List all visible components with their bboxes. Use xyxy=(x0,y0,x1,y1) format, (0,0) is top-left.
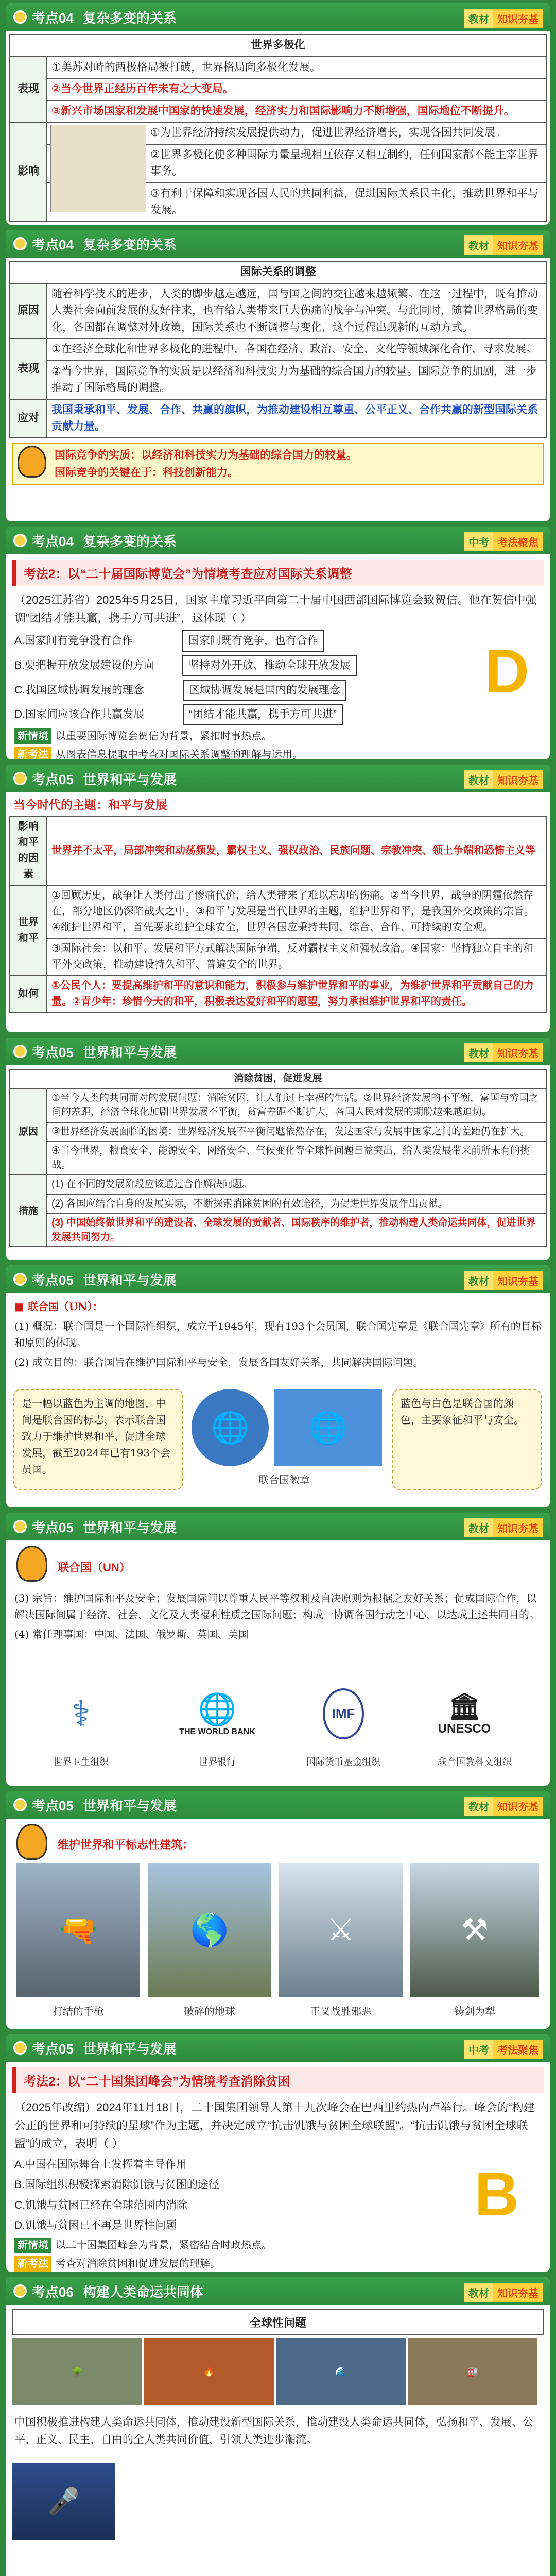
topic-title: 复杂多变的关系 xyxy=(82,533,177,549)
cell-text: ①美苏对峙的两极格局被打破，世界格局向多极化发展。 xyxy=(51,61,321,73)
table-cell xyxy=(47,361,546,399)
tag xyxy=(464,9,543,28)
question xyxy=(6,586,550,759)
color-note xyxy=(392,1389,542,1490)
note-situation xyxy=(14,728,542,744)
table-cell xyxy=(47,1175,546,1194)
mascot-icon xyxy=(16,1546,47,1582)
option-note: “团结才能共赢，携手方可共进” xyxy=(183,704,343,725)
table-cell xyxy=(47,1122,546,1142)
option-key: A. xyxy=(14,635,25,647)
topic-title: 构建人类命运共同体 xyxy=(82,2284,203,2300)
swords-to-plowshares-photo: ⚒ xyxy=(410,1863,539,1997)
bullet-icon xyxy=(13,1045,27,1058)
topic-number: 考点04 xyxy=(32,10,74,26)
section-header xyxy=(6,230,550,258)
un-paragraph: (3) 宗旨：维护国际和平及安全；发展国际间以尊重人民平等权利及自决原则为根据之友好关系；促成国际合作，以解决国际间属于经济、社会、文化及人类福利性质之国际问题；构成一协调各国行动之中心，以达成上述共同目的。 xyxy=(14,1592,540,1621)
option[interactable] xyxy=(14,2217,542,2234)
option-text: 饥饿与贫困已经在全球范围内消除 xyxy=(25,2199,187,2211)
note-text: 考查对消除贫困和促进发展的理解。 xyxy=(56,2258,220,2269)
tag-b: 知识夯基 xyxy=(493,9,543,28)
cell-text: ③有利于保障和实现各国人民的共同利益，促进国际关系民主化，推动世界和平与发展。 xyxy=(150,187,538,216)
row-label: 影响 xyxy=(10,122,47,222)
cell-text: ③世界经济发展面临的困境：世界经济发展不平衡问题依然存在，发达国家与发展中国家之间的差距仍在扩大。 xyxy=(51,1126,530,1137)
cell-text: (2) 各国应结合自身的发展实际，不断探索消除贫困的有效途径，为促进世界发展作出贡献。 xyxy=(51,1198,448,1209)
table-cell xyxy=(47,816,546,885)
un-paragraph: (2) 成立目的：联合国旨在维护国际和平与安全，发展各国友好关系，共同解决国际问题。 xyxy=(14,1356,424,1368)
note-method xyxy=(14,2256,542,2272)
note-tag: 新考法 xyxy=(14,2256,51,2272)
topic-title: 世界和平与发展 xyxy=(82,771,177,787)
option[interactable] xyxy=(14,2176,542,2194)
tag xyxy=(464,235,543,255)
logo-caption: 世界卫生组织 xyxy=(53,1757,109,1768)
section-exam-g20 xyxy=(6,2034,550,2272)
tag-a: 教材 xyxy=(464,1797,493,1816)
bullet-icon xyxy=(13,1798,27,1811)
section-community xyxy=(6,2277,550,2576)
note-tag: 新情境 xyxy=(14,728,51,744)
section-multipolarity xyxy=(6,3,550,225)
table-cell xyxy=(47,100,546,123)
tag-b: 考法聚焦 xyxy=(493,2040,543,2059)
tag-b: 知识夯基 xyxy=(493,235,543,255)
table-cell xyxy=(47,1141,546,1175)
bullet-icon xyxy=(13,534,27,547)
cell-text: ④当今世界，粮食安全、能源安全、网络安全、气候变化等全球性问题日益突出，给人类发展带来前所未有的挑战。 xyxy=(51,1145,530,1171)
un-body xyxy=(6,1585,550,1648)
table-head: 世界多极化 xyxy=(10,35,546,57)
cell-text: ①在经济全球化和世界多极化的进程中，各国在经济、政治、安全、文化等领域深化合作，寻求发展。 xyxy=(51,343,537,355)
note-tag: 新情境 xyxy=(14,2238,51,2253)
key-point: 国际竞争的实质：以经济和科技实力为基础的综合国力的较量。 xyxy=(55,449,357,461)
un-emblem-image: 🌐 xyxy=(192,1389,269,1466)
section-header xyxy=(6,527,550,554)
question-title: 考法2：以“二十届国际博览会”为情境考查应对国际关系调整 xyxy=(12,560,544,586)
tag-a: 中考 xyxy=(464,2040,493,2059)
tag-b: 知识夯基 xyxy=(493,770,543,789)
speech-photo: 🎤 xyxy=(12,2463,115,2540)
note-method xyxy=(14,747,542,759)
table-head: 国际关系的调整 xyxy=(10,261,546,283)
topic-number: 考点05 xyxy=(32,771,74,787)
option-note: 区域协调发展是国内的发展理念 xyxy=(183,680,346,701)
topic-title: 复杂多变的关系 xyxy=(82,236,177,252)
answer-letter: B xyxy=(474,2160,519,2229)
knowledge-table xyxy=(9,261,547,438)
map-note-text: 是一幅以蓝色为主调的地图，中间是联合国的标志，表示联合国致力于维护世界和平、促进全球发展，截至2024年已有193个会员国。 xyxy=(22,1397,171,1476)
row-label: 原因 xyxy=(10,1089,47,1175)
tag-b: 知识夯基 xyxy=(493,1043,543,1062)
table-cell xyxy=(47,399,546,438)
cell-text: ①公民个人：要提高维护和平的意识和能力，积极参与维护世界和平的事业，为维护世界和平贡献自己的力量。②青少年：珍惜今天的和平，积极表达爱好和平的愿望，努力承担维护世界和平的责任。 xyxy=(51,980,534,1007)
option-key: A. xyxy=(14,2158,25,2171)
tag xyxy=(464,2283,543,2302)
cell-text: ①回顾历史，战争让人类付出了惨痛代价，给人类带来了难以忘却的伤痛。②当今世界，战争的阴霾依然存在，部分地区仍深陷战火之中。③和平与发展是当代世界的主题，维护世界和平，是我国外交政策的宗旨。④维护世界和平，首先要求维护全球安全，世界各国应秉持共同、综合、合作、可持续的安全观。 xyxy=(51,890,534,933)
section-header xyxy=(6,2034,550,2062)
tag xyxy=(464,2040,543,2059)
table-cell xyxy=(47,283,546,339)
option[interactable] xyxy=(14,704,542,725)
topic-number: 考点04 xyxy=(32,533,74,549)
logo-caption: 联合国教科文组织 xyxy=(438,1757,512,1768)
topic-number: 考点05 xyxy=(32,1798,74,1814)
topic-number: 考点04 xyxy=(32,236,74,252)
row-label: 如何 xyxy=(10,975,47,1012)
topic-title: 世界和平与发展 xyxy=(82,1519,177,1535)
table-cell xyxy=(47,975,546,1012)
note-text: 以重要国际博览会贺信为背景，紧扣时事热点。 xyxy=(56,730,272,742)
option-text: 国家间应该合作共赢发展 xyxy=(25,708,144,721)
cell-text: (1) 在不同的发展阶段应该通过合作解决问题。 xyxy=(51,1179,252,1190)
option-key: D. xyxy=(14,2219,25,2232)
table-cell xyxy=(47,1194,546,1214)
un-paragraph: (1) 概况：联合国是一个国际性组织，成立于1945年，现有193个会员国，联合国宪章是《联合国宪章》所有的目标和原则的体现。 xyxy=(14,1320,542,1349)
tag xyxy=(464,1518,543,1537)
un-heading xyxy=(14,1298,542,1315)
topic-title: 世界和平与发展 xyxy=(82,1798,177,1814)
emblem-caption: 联合国徽章 xyxy=(258,1473,310,1486)
question-stem: （2025江苏省）2025年5月25日，国家主席习近平向第二十届中国西部国际博览会致贺信。他在贺信中强调“团结才能共赢，携手方可共进”，这体现（ ） xyxy=(14,594,537,625)
knowledge-table xyxy=(9,34,547,222)
option[interactable] xyxy=(14,2197,542,2214)
option-key: C. xyxy=(14,2199,25,2211)
cell-text: 世界并不太平，局部冲突和动荡频发，霸权主义、强权政治、民族问题、宗教冲突、领土争端和恐怖主义等 xyxy=(51,844,535,856)
table-cell xyxy=(47,57,546,79)
photo-caption: 铸剑为犁 xyxy=(454,2005,495,2018)
note-situation xyxy=(14,2238,542,2253)
topic-number: 考点05 xyxy=(32,1044,74,1060)
logo-caption: 世界银行 xyxy=(199,1757,236,1768)
mascot-icon xyxy=(18,446,46,478)
tag-b: 知识夯基 xyxy=(493,1518,543,1537)
option-text: 我国区域协调发展的理念 xyxy=(25,684,144,696)
table-cell xyxy=(47,885,546,938)
option-text: 中国在国际舞台上发挥着主导作用 xyxy=(24,2158,187,2171)
section-header xyxy=(6,1038,550,1065)
section-un-overview xyxy=(6,1265,550,1507)
tag-a: 教材 xyxy=(464,1518,493,1537)
tag-a: 教材 xyxy=(464,2283,493,2302)
tag-a: 教材 xyxy=(464,770,493,789)
unesco-logo: 🏛 UNESCO xyxy=(413,1683,516,1744)
tag-a: 教材 xyxy=(464,1271,493,1290)
question-stem: （2025年改编）2024年11月18日，二十国集团领导人第十九次峰会在巴西里约热内卢举行。峰会的“构建公正的世界和可持续的星球”作为主题，并决定成立“抗击饥饿与贫困全球联盟”。“抗击饥饿与贫困全球联盟”的成立，表明（ ） xyxy=(14,2101,535,2150)
bullet-icon xyxy=(13,772,27,785)
tag-a: 教材 xyxy=(464,235,493,255)
table-cell xyxy=(47,1089,546,1122)
cell-text: ③国际社会：以和平、发展和平方式解决国际争端，反对霸权主义和强权政治。④国家：坚持独立自主的和平外交政策，推动建设持久和平、普遍安全的世界。 xyxy=(51,943,533,970)
cell-text: 随着科学技术的进步，人类的脚步越走越远，国与国之间的交往越来越频繁。在这一过程中，既有推动人类社会向前发展的友好往来，也有给人类带来巨大伤痛的战争与冲突。与此同时，随着世界格局的变化，各国都在调整对外政策，国际关系也不断调整与变化，这个过程出现新的互动方式。 xyxy=(51,287,538,333)
topic-title: 世界和平与发展 xyxy=(82,1272,177,1288)
note-tag: 新考法 xyxy=(14,747,51,759)
theme-heading: 当今时代的主题：和平与发展 xyxy=(13,798,167,811)
note-text: 以二十国集团峰会为背景，紧密结合时政热点。 xyxy=(56,2239,272,2251)
row-label: 表现 xyxy=(10,57,47,123)
bullet-icon xyxy=(13,237,27,250)
issue-photo: 🏭 xyxy=(408,2338,537,2405)
tag-a: 教材 xyxy=(464,9,493,28)
row-label: 世界和平 xyxy=(10,885,47,975)
option[interactable] xyxy=(14,655,542,676)
row-label: 影响和平的因素 xyxy=(10,816,47,885)
section-exam-expo xyxy=(6,527,550,759)
table-cell xyxy=(47,938,546,975)
section-intl-relations xyxy=(6,230,550,521)
issue-photo: 🔥 xyxy=(144,2338,274,2405)
cell-text: ②当今世界正经历百年未有之大变局。 xyxy=(51,83,234,95)
topic-number: 考点05 xyxy=(32,1519,74,1535)
photo-caption: 打结的手枪 xyxy=(53,2005,104,2018)
row-label: 应对 xyxy=(10,399,47,438)
section-peace xyxy=(6,765,550,1032)
cell-text: 我国秉承和平、发展、合作、共赢的旗帜，为推动建设相互尊重、公平正义、合作共赢的新型国际关系贡献力量。 xyxy=(51,403,538,433)
map-note xyxy=(13,1389,183,1490)
blank-area xyxy=(125,2463,544,2540)
table-head: 消除贫困，促进发展 xyxy=(10,1069,546,1089)
section-header xyxy=(6,765,550,792)
globe-icon: ■ xyxy=(14,1300,28,1313)
mascot-icon xyxy=(16,1824,47,1860)
topic-title: 世界和平与发展 xyxy=(82,1044,177,1060)
table-cell xyxy=(47,338,546,361)
community-paragraph: 中国积极推进构建人类命运共同体，推动建设新型国际关系，推动建设人类命运共同体，弘扬和平、发展、公平、正义、民主、自由的全人类共同价值，引领人类进步潮流。 xyxy=(14,2416,533,2446)
option-key: B. xyxy=(14,659,25,671)
imf-logo xyxy=(300,1683,387,1744)
option-text: 国家间有竞争没有合作 xyxy=(24,635,133,647)
tag-b: 考法聚焦 xyxy=(493,532,543,551)
tag-a: 中考 xyxy=(464,532,493,551)
topic-title: 世界和平与发展 xyxy=(82,2041,177,2057)
section-un-purpose xyxy=(6,1513,550,1786)
news-clip-image xyxy=(50,125,146,212)
bullet-icon xyxy=(13,2041,27,2055)
tag xyxy=(464,1043,543,1062)
tag-b: 知识夯基 xyxy=(493,1271,543,1290)
issue-photo: 🌳 xyxy=(12,2338,142,2405)
option-key: C. xyxy=(14,684,25,696)
bullet-icon xyxy=(13,2284,27,2298)
knotted-gun-photo: 🔫 xyxy=(16,1863,140,1997)
global-issues-photos xyxy=(12,2338,544,2405)
topic-title: 复杂多变的关系 xyxy=(82,10,177,26)
cell-text: ③新兴市场国家和发展中国家的快速发展，经济实力和国际影响力不断增强，国际地位不断提升。 xyxy=(51,105,515,117)
section-development xyxy=(6,1038,550,1260)
tag xyxy=(464,532,543,551)
section-header xyxy=(6,3,550,31)
photo-caption: 破碎的地球 xyxy=(184,2005,235,2018)
row-label: 原因 xyxy=(10,283,47,339)
logo-text: UNESCO xyxy=(438,1721,491,1736)
cell-text: ②世界多极化使多种国际力量呈现相互依存又相互制约，任何国家都不能主宰世界事务。 xyxy=(150,148,538,178)
logo-caption: 国际货币基金组织 xyxy=(306,1757,380,1768)
un-heading-text: 联合国（UN） xyxy=(58,1561,131,1574)
option-note: 国家间既有竞争，也有合作 xyxy=(182,630,324,652)
note-text: 从图表信息提取中考查对国际关系调整的理解与运用。 xyxy=(56,749,303,759)
topic-number: 考点06 xyxy=(32,2284,74,2300)
option-key: B. xyxy=(14,2179,25,2191)
table-cell xyxy=(47,1213,546,1247)
who-logo: ⚕ xyxy=(37,1683,125,1744)
tag-b: 知识夯基 xyxy=(493,1797,543,1816)
option[interactable] xyxy=(14,2156,542,2174)
un-flag-image: 🌐 xyxy=(274,1389,382,1466)
tag-a: 教材 xyxy=(464,1043,493,1062)
bullet-icon xyxy=(13,1520,27,1533)
photo-caption: 正义战胜邪恶 xyxy=(310,2005,372,2018)
question xyxy=(6,2093,550,2272)
tag-b: 知识夯基 xyxy=(493,2283,543,2302)
key-point-box xyxy=(12,443,544,485)
bullet-icon xyxy=(13,1273,27,1286)
section-header xyxy=(6,1513,550,1540)
knowledge-table xyxy=(9,1069,547,1247)
option-text: 饥饿与贫困已不再是世界性问题 xyxy=(25,2219,177,2232)
key-point: 国际竞争的关键在于：科技创新能力。 xyxy=(55,466,238,479)
issue-photo: 🌊 xyxy=(276,2338,406,2405)
topic-number: 考点05 xyxy=(32,2041,74,2057)
answer-letter: D xyxy=(484,637,529,706)
row-label: 措施 xyxy=(10,1175,47,1247)
tag xyxy=(464,1271,543,1290)
section-peace-monuments xyxy=(6,1791,550,2029)
section-header xyxy=(6,1265,550,1293)
world-bank-logo: 🌐 THE WORLD BANK xyxy=(166,1683,269,1744)
logo-text: IMF xyxy=(323,1688,364,1739)
knowledge-table xyxy=(9,816,547,1013)
global-issues-heading: 全球性问题 xyxy=(12,2309,544,2335)
option-key: D. xyxy=(14,708,25,721)
option-text: 要把握开放发展建设的方向 xyxy=(24,659,154,671)
option-note: 坚持对外开放、推动全球开放发展 xyxy=(182,655,357,676)
question-title: 考法2：以“二十国集团峰会”为情境考查消除贫困 xyxy=(12,2067,544,2093)
un-paragraph: (4) 常任理事国：中国、法国、俄罗斯、英国、美国 xyxy=(14,1628,249,1640)
cell-text: (3) 中国始终做世界和平的建设者、全球发展的贡献者、国际秩序的维护者，推动构建人类命运共同体，促进世界发展共同努力。 xyxy=(51,1217,536,1243)
monuments-heading: 维护世界和平标志性建筑： xyxy=(58,1838,194,1851)
community-text xyxy=(6,2409,550,2453)
cell-text: ②当今世界，国际竞争的实质是以经济和科技实力为基础的综合国力的较量。国际竞争的加剧，进一步推动了国际格局的调整。 xyxy=(51,365,537,394)
bullet-icon xyxy=(13,10,27,24)
table-cell xyxy=(47,78,546,100)
option[interactable] xyxy=(14,680,542,701)
un-body xyxy=(6,1293,550,1376)
option-text: 国际组织积极探索消除饥饿与贫困的途径 xyxy=(24,2179,219,2191)
un-heading-text: 联合国（UN）： xyxy=(27,1300,103,1313)
un-heading xyxy=(58,1559,131,1575)
section-header xyxy=(6,2277,550,2305)
color-note-text: 蓝色与白色是联合国的颜色，主要象征和平与安全。 xyxy=(401,1397,524,1426)
cell-text: ①为世界经济持续发展提供动力，促进世界经济增长，实现各国共同发展。 xyxy=(150,127,506,139)
cell-text: ①当今人类的共同面对的发展问题：消除贫困，让人们过上幸福的生活。②世界经济发展的不平衡，富国与穷国之间的差距，经济全球化加剧世界发展不平衡，贫富差距不断扩大，各国人民对发展的期盼越来越迫切。 xyxy=(51,1092,539,1118)
good-defeats-evil-photo: ⚔ xyxy=(279,1863,403,1997)
table-cell xyxy=(47,122,546,144)
row-label: 表现 xyxy=(10,338,47,399)
option[interactable] xyxy=(14,630,542,652)
logo-text: THE WORLD BANK xyxy=(179,1727,255,1736)
section-header xyxy=(6,1791,550,1819)
broken-globe-photo: 🌎 xyxy=(148,1863,271,1997)
tag xyxy=(464,770,543,789)
tag xyxy=(464,1797,543,1816)
topic-number: 考点05 xyxy=(32,1272,74,1288)
